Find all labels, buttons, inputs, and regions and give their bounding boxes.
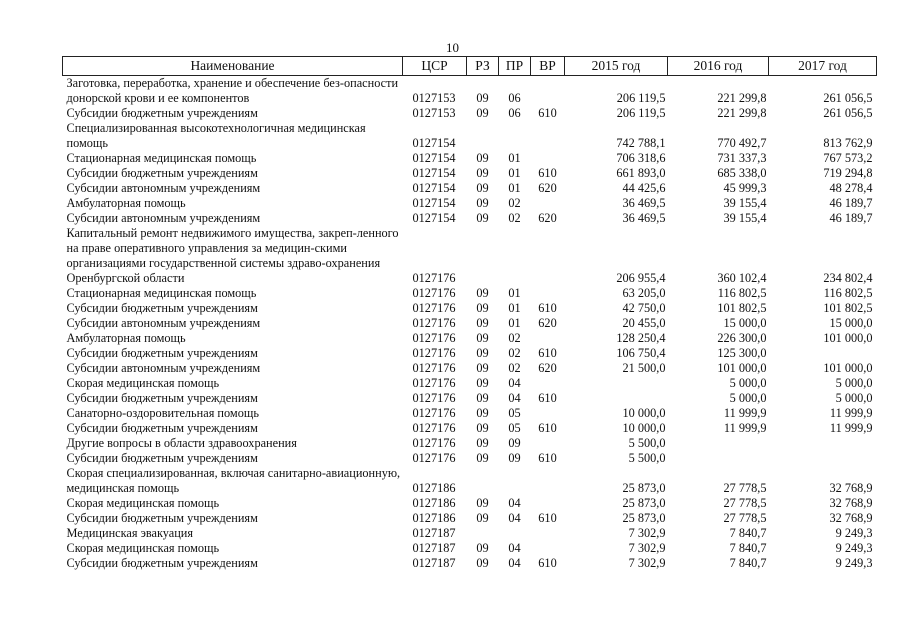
table-row bbox=[63, 436, 877, 451]
table-row bbox=[63, 526, 877, 541]
row-2015-cell: 742 788,1 bbox=[616, 136, 666, 150]
row-pr-cell: 01 bbox=[508, 151, 521, 165]
row-vr-cell: 610 bbox=[538, 421, 557, 435]
row-2016-cell: 7 840,7 bbox=[729, 556, 767, 570]
row-rz-cell: 09 bbox=[476, 541, 489, 555]
header-csr: ЦСР bbox=[403, 57, 467, 76]
table-header-row bbox=[63, 57, 877, 76]
table-row bbox=[63, 316, 877, 331]
row-2017-cell: 32 768,9 bbox=[829, 511, 873, 525]
row-vr-cell bbox=[531, 466, 565, 496]
row-rz-cell: 09 bbox=[476, 91, 489, 105]
row-csr-cell: 0127176 bbox=[412, 361, 456, 375]
row-vr-cell bbox=[531, 226, 565, 286]
row-rz-cell: 09 bbox=[476, 166, 489, 180]
row-2017-cell: 9 249,3 bbox=[835, 541, 873, 555]
row-rz-cell: 09 bbox=[476, 556, 489, 570]
row-rz-cell: 09 bbox=[476, 196, 489, 210]
row-2017-cell: 261 056,5 bbox=[823, 106, 873, 120]
row-2017-cell: 234 802,4 bbox=[823, 271, 873, 285]
row-csr-cell: 0127187 bbox=[412, 541, 456, 555]
row-csr-cell: 0127154 bbox=[412, 136, 456, 150]
table-row bbox=[63, 466, 877, 496]
row-2015-cell: 5 500,0 bbox=[628, 436, 666, 450]
table-row bbox=[63, 286, 877, 301]
row-2015-cell: 36 469,5 bbox=[622, 211, 666, 225]
row-csr-cell: 0127154 bbox=[412, 151, 456, 165]
row-2015-cell: 5 500,0 bbox=[628, 451, 666, 465]
row-name-cell: Медицинская эвакуация bbox=[66, 526, 194, 540]
row-name-cell: Стационарная медицинская помощь bbox=[66, 151, 257, 165]
row-2016-cell: 27 778,5 bbox=[723, 496, 767, 510]
table-row bbox=[63, 181, 877, 196]
table-row bbox=[63, 421, 877, 436]
row-rz-cell: 09 bbox=[476, 346, 489, 360]
row-name-cell: Субсидии бюджетным учреждениям bbox=[66, 556, 258, 570]
row-2015-cell: 206 955,4 bbox=[616, 271, 666, 285]
row-2017-cell bbox=[769, 346, 877, 361]
table-row bbox=[63, 121, 877, 151]
row-rz-cell: 09 bbox=[476, 511, 489, 525]
row-2017-cell: 46 189,7 bbox=[829, 196, 873, 210]
row-2017-cell: 101 000,0 bbox=[823, 331, 873, 345]
row-2017-cell: 32 768,9 bbox=[829, 481, 873, 495]
row-vr-cell bbox=[531, 76, 565, 107]
row-csr-cell: 0127176 bbox=[412, 331, 456, 345]
row-rz-cell bbox=[467, 226, 499, 286]
row-pr-cell: 09 bbox=[508, 436, 521, 450]
row-pr-cell: 02 bbox=[508, 346, 521, 360]
row-2016-cell: 7 840,7 bbox=[729, 526, 767, 540]
row-pr-cell: 01 bbox=[508, 181, 521, 195]
row-rz-cell bbox=[467, 466, 499, 496]
row-2016-cell: 15 000,0 bbox=[723, 316, 767, 330]
row-vr-cell bbox=[531, 121, 565, 151]
row-pr-cell: 01 bbox=[508, 316, 521, 330]
row-csr-cell: 0127176 bbox=[412, 451, 456, 465]
row-2015-cell: 706 318,6 bbox=[616, 151, 666, 165]
table-row bbox=[63, 361, 877, 376]
row-csr-cell: 0127176 bbox=[412, 271, 456, 285]
row-2016-cell: 27 778,5 bbox=[723, 481, 767, 495]
row-vr-cell bbox=[531, 196, 565, 211]
row-2017-cell: 116 802,5 bbox=[823, 286, 873, 300]
row-name-cell: Специализированная высокотехнологичная медицинская помощь bbox=[66, 121, 366, 150]
row-vr-cell: 610 bbox=[538, 166, 557, 180]
row-vr-cell bbox=[531, 151, 565, 166]
row-name-cell: Скорая медицинская помощь bbox=[66, 496, 220, 510]
row-name-cell: Субсидии бюджетным учреждениям bbox=[66, 301, 258, 315]
row-pr-cell: 05 bbox=[508, 421, 521, 435]
row-rz-cell: 09 bbox=[476, 421, 489, 435]
row-rz-cell: 09 bbox=[476, 106, 489, 120]
row-2017-cell: 813 762,9 bbox=[823, 136, 873, 150]
row-vr-cell bbox=[531, 286, 565, 301]
row-name-cell: Субсидии бюджетным учреждениям bbox=[66, 391, 258, 405]
row-2016-cell: 39 155,4 bbox=[723, 196, 767, 210]
table-row bbox=[63, 391, 877, 406]
row-2016-cell bbox=[668, 451, 769, 466]
row-vr-cell: 610 bbox=[538, 451, 557, 465]
row-rz-cell: 09 bbox=[476, 436, 489, 450]
row-rz-cell bbox=[467, 121, 499, 151]
row-csr-cell: 0127154 bbox=[412, 181, 456, 195]
row-name-cell: Стационарная медицинская помощь bbox=[66, 286, 257, 300]
row-vr-cell: 610 bbox=[538, 391, 557, 405]
row-csr-cell: 0127176 bbox=[412, 391, 456, 405]
row-2016-cell: 221 299,8 bbox=[717, 91, 767, 105]
row-2017-cell: 32 768,9 bbox=[829, 496, 873, 510]
row-name-cell: Заготовка, переработка, хранение и обеспечение без-опасности донорской крови и ее компонентов bbox=[66, 76, 399, 105]
row-csr-cell: 0127154 bbox=[412, 211, 456, 225]
row-2015-cell: 44 425,6 bbox=[622, 181, 666, 195]
row-name-cell: Другие вопросы в области здравоохранения bbox=[66, 436, 297, 450]
row-2015-cell: 63 205,0 bbox=[622, 286, 666, 300]
row-2017-cell: 9 249,3 bbox=[835, 526, 873, 540]
row-2015-cell: 10 000,0 bbox=[622, 406, 666, 420]
table-row bbox=[63, 376, 877, 391]
row-name-cell: Субсидии бюджетным учреждениям bbox=[66, 166, 258, 180]
row-2015-cell: 206 119,5 bbox=[616, 91, 666, 105]
row-pr-cell bbox=[499, 526, 531, 541]
row-vr-cell: 620 bbox=[538, 361, 557, 375]
row-csr-cell: 0127186 bbox=[412, 511, 456, 525]
row-name-cell: Санаторно-оздоровительная помощь bbox=[66, 406, 259, 420]
row-2016-cell: 7 840,7 bbox=[729, 541, 767, 555]
row-pr-cell bbox=[499, 466, 531, 496]
row-vr-cell bbox=[531, 541, 565, 556]
row-2015-cell: 7 302,9 bbox=[628, 541, 666, 555]
row-2016-cell: 685 338,0 bbox=[717, 166, 767, 180]
table-row bbox=[63, 151, 877, 166]
row-csr-cell: 0127176 bbox=[412, 376, 456, 390]
row-pr-cell: 06 bbox=[508, 91, 521, 105]
row-2016-cell: 11 999,9 bbox=[723, 421, 767, 435]
row-2016-cell: 731 337,3 bbox=[717, 151, 767, 165]
row-name-cell: Амбулаторная помощь bbox=[66, 196, 186, 210]
table-row bbox=[63, 331, 877, 346]
table-row bbox=[63, 166, 877, 181]
row-name-cell: Скорая специализированная, включая санитарно-авиационную, медицинская помощь bbox=[66, 466, 401, 495]
row-2015-cell: 7 302,9 bbox=[628, 556, 666, 570]
row-vr-cell bbox=[531, 331, 565, 346]
table-row bbox=[63, 541, 877, 556]
row-rz-cell: 09 bbox=[476, 451, 489, 465]
row-rz-cell: 09 bbox=[476, 391, 489, 405]
row-rz-cell: 09 bbox=[476, 181, 489, 195]
row-name-cell: Капитальный ремонт недвижимого имущества, закреп-ленного на праве оперативного управления за медицин-скими организациями государственной системы здраво-охранения Оренбургской области bbox=[66, 226, 399, 285]
row-2015-cell: 25 873,0 bbox=[622, 511, 666, 525]
row-csr-cell: 0127187 bbox=[412, 556, 456, 570]
table-row bbox=[63, 301, 877, 316]
row-pr-cell: 04 bbox=[508, 391, 521, 405]
row-2016-cell: 39 155,4 bbox=[723, 211, 767, 225]
row-2017-cell bbox=[769, 436, 877, 451]
page-number: 10 bbox=[446, 40, 459, 55]
row-name-cell: Субсидии автономным учреждениям bbox=[66, 211, 261, 225]
row-2017-cell: 767 573,2 bbox=[823, 151, 873, 165]
row-pr-cell: 01 bbox=[508, 166, 521, 180]
header-2015: 2015 год bbox=[565, 57, 668, 76]
row-csr-cell: 0127153 bbox=[412, 106, 456, 120]
table-row bbox=[63, 76, 877, 107]
row-2016-cell: 45 999,3 bbox=[723, 181, 767, 195]
row-2017-cell: 46 189,7 bbox=[829, 211, 873, 225]
table-row bbox=[63, 196, 877, 211]
row-2016-cell: 116 802,5 bbox=[717, 286, 767, 300]
row-2016-cell: 226 300,0 bbox=[717, 331, 767, 345]
row-rz-cell: 09 bbox=[476, 151, 489, 165]
row-csr-cell: 0127186 bbox=[412, 481, 456, 495]
row-csr-cell: 0127153 bbox=[412, 91, 456, 105]
header-rz: РЗ bbox=[467, 57, 499, 76]
row-rz-cell: 09 bbox=[476, 496, 489, 510]
row-pr-cell: 02 bbox=[508, 211, 521, 225]
row-2015-cell: 21 500,0 bbox=[622, 361, 666, 375]
row-pr-cell: 02 bbox=[508, 361, 521, 375]
table-row bbox=[63, 511, 877, 526]
row-2015-cell bbox=[565, 376, 668, 391]
row-pr-cell bbox=[499, 121, 531, 151]
row-2015-cell: 661 893,0 bbox=[616, 166, 666, 180]
row-name-cell: Субсидии бюджетным учреждениям bbox=[66, 451, 258, 465]
row-vr-cell bbox=[531, 436, 565, 451]
header-2016: 2016 год bbox=[668, 57, 769, 76]
row-name-cell: Субсидии автономным учреждениям bbox=[66, 316, 261, 330]
header-vr: ВР bbox=[531, 57, 565, 76]
row-name-cell: Скорая медицинская помощь bbox=[66, 541, 220, 555]
table-row bbox=[63, 496, 877, 511]
row-vr-cell bbox=[531, 376, 565, 391]
header-2017: 2017 год bbox=[769, 57, 877, 76]
row-2016-cell: 11 999,9 bbox=[723, 406, 767, 420]
row-name-cell: Субсидии бюджетным учреждениям bbox=[66, 106, 258, 120]
row-2015-cell: 7 302,9 bbox=[628, 526, 666, 540]
row-2016-cell: 27 778,5 bbox=[723, 511, 767, 525]
table-row bbox=[63, 226, 877, 286]
row-2015-cell: 42 750,0 bbox=[622, 301, 666, 315]
row-vr-cell bbox=[531, 526, 565, 541]
row-name-cell: Амбулаторная помощь bbox=[66, 331, 186, 345]
row-name-cell: Субсидии бюджетным учреждениям bbox=[66, 511, 258, 525]
row-2015-cell: 25 873,0 bbox=[622, 496, 666, 510]
row-2015-cell: 128 250,4 bbox=[616, 331, 666, 345]
row-rz-cell: 09 bbox=[476, 376, 489, 390]
row-name-cell: Скорая медицинская помощь bbox=[66, 376, 220, 390]
row-2017-cell: 9 249,3 bbox=[835, 556, 873, 570]
row-pr-cell: 09 bbox=[508, 451, 521, 465]
row-2015-cell: 206 119,5 bbox=[616, 106, 666, 120]
row-2016-cell: 5 000,0 bbox=[729, 376, 767, 390]
row-csr-cell: 0127176 bbox=[412, 301, 456, 315]
row-2016-cell: 360 102,4 bbox=[717, 271, 767, 285]
row-2016-cell: 101 802,5 bbox=[717, 301, 767, 315]
row-2017-cell: 101 802,5 bbox=[823, 301, 873, 315]
row-vr-cell: 620 bbox=[538, 211, 557, 225]
row-2016-cell: 5 000,0 bbox=[729, 391, 767, 405]
row-2017-cell: 5 000,0 bbox=[835, 376, 873, 390]
row-rz-cell: 09 bbox=[476, 331, 489, 345]
table-row bbox=[63, 556, 877, 571]
row-2016-cell: 101 000,0 bbox=[717, 361, 767, 375]
row-rz-cell: 09 bbox=[476, 406, 489, 420]
row-pr-cell: 02 bbox=[508, 196, 521, 210]
table-row bbox=[63, 211, 877, 226]
row-pr-cell: 04 bbox=[508, 556, 521, 570]
row-pr-cell: 02 bbox=[508, 331, 521, 345]
row-csr-cell: 0127176 bbox=[412, 286, 456, 300]
row-csr-cell: 0127176 bbox=[412, 436, 456, 450]
row-pr-cell: 04 bbox=[508, 541, 521, 555]
row-2015-cell: 106 750,4 bbox=[616, 346, 666, 360]
row-vr-cell: 620 bbox=[538, 181, 557, 195]
row-csr-cell: 0127154 bbox=[412, 196, 456, 210]
row-name-cell: Субсидии бюджетным учреждениям bbox=[66, 346, 258, 360]
row-name-cell: Субсидии автономным учреждениям bbox=[66, 181, 261, 195]
row-vr-cell bbox=[531, 406, 565, 421]
row-vr-cell: 610 bbox=[538, 556, 557, 570]
row-2017-cell: 261 056,5 bbox=[823, 91, 873, 105]
row-rz-cell bbox=[467, 526, 499, 541]
row-csr-cell: 0127176 bbox=[412, 316, 456, 330]
row-pr-cell: 06 bbox=[508, 106, 521, 120]
row-2017-cell: 11 999,9 bbox=[829, 421, 873, 435]
row-2017-cell bbox=[769, 451, 877, 466]
row-2017-cell: 719 294,8 bbox=[823, 166, 873, 180]
row-vr-cell: 610 bbox=[538, 106, 557, 120]
row-csr-cell: 0127176 bbox=[412, 421, 456, 435]
row-2015-cell bbox=[565, 391, 668, 406]
row-vr-cell: 610 bbox=[538, 511, 557, 525]
header-name: Наименование bbox=[63, 57, 403, 76]
row-pr-cell: 01 bbox=[508, 301, 521, 315]
row-pr-cell: 04 bbox=[508, 376, 521, 390]
row-2017-cell: 101 000,0 bbox=[823, 361, 873, 375]
row-vr-cell bbox=[531, 496, 565, 511]
row-csr-cell: 0127176 bbox=[412, 406, 456, 420]
row-2016-cell: 770 492,7 bbox=[717, 136, 767, 150]
row-2015-cell: 10 000,0 bbox=[622, 421, 666, 435]
row-rz-cell: 09 bbox=[476, 286, 489, 300]
header-pr: ПР bbox=[499, 57, 531, 76]
row-pr-cell bbox=[499, 226, 531, 286]
row-rz-cell: 09 bbox=[476, 361, 489, 375]
row-2016-cell: 125 300,0 bbox=[717, 346, 767, 360]
row-2017-cell: 5 000,0 bbox=[835, 391, 873, 405]
row-2017-cell: 11 999,9 bbox=[829, 406, 873, 420]
row-name-cell: Субсидии бюджетным учреждениям bbox=[66, 421, 258, 435]
row-2015-cell: 25 873,0 bbox=[622, 481, 666, 495]
row-rz-cell: 09 bbox=[476, 316, 489, 330]
row-vr-cell: 620 bbox=[538, 316, 557, 330]
row-2016-cell bbox=[668, 436, 769, 451]
row-rz-cell: 09 bbox=[476, 301, 489, 315]
row-rz-cell: 09 bbox=[476, 211, 489, 225]
table-row bbox=[63, 346, 877, 361]
row-2017-cell: 48 278,4 bbox=[829, 181, 873, 195]
row-pr-cell: 04 bbox=[508, 496, 521, 510]
row-csr-cell: 0127154 bbox=[412, 166, 456, 180]
row-csr-cell: 0127186 bbox=[412, 496, 456, 510]
row-vr-cell: 610 bbox=[538, 301, 557, 315]
row-2017-cell: 15 000,0 bbox=[829, 316, 873, 330]
row-csr-cell: 0127176 bbox=[412, 346, 456, 360]
row-pr-cell: 04 bbox=[508, 511, 521, 525]
row-2016-cell: 221 299,8 bbox=[717, 106, 767, 120]
row-name-cell: Субсидии автономным учреждениям bbox=[66, 361, 261, 375]
budget-table bbox=[62, 56, 877, 571]
row-vr-cell: 610 bbox=[538, 346, 557, 360]
row-csr-cell: 0127187 bbox=[412, 526, 456, 540]
table-body bbox=[63, 76, 877, 572]
table-row bbox=[63, 406, 877, 421]
row-pr-cell: 05 bbox=[508, 406, 521, 420]
row-2015-cell: 20 455,0 bbox=[622, 316, 666, 330]
row-2015-cell: 36 469,5 bbox=[622, 196, 666, 210]
table-row bbox=[63, 451, 877, 466]
table-row bbox=[63, 106, 877, 121]
row-pr-cell: 01 bbox=[508, 286, 521, 300]
